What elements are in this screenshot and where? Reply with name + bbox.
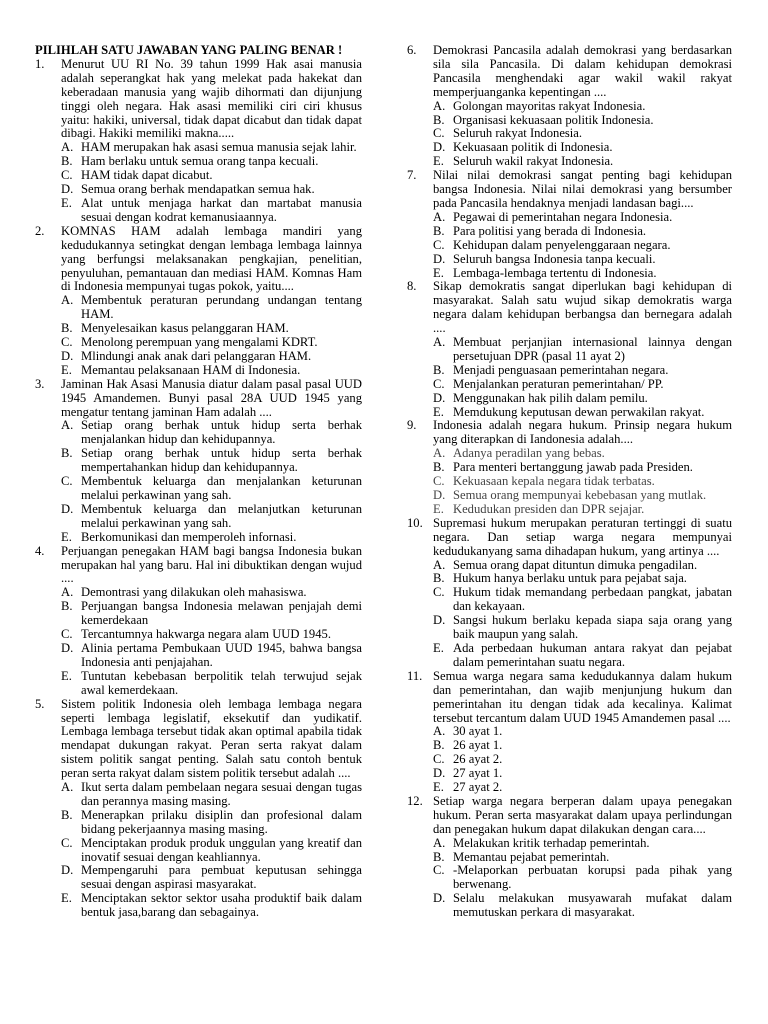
answer-options: [433, 725, 732, 795]
question-2: [35, 225, 362, 378]
option-text: Alinia pertama Pembukaan UUD 1945, bahwa bangsa Indonesia anti penjajahan.: [81, 640, 362, 669]
option-letter: A.: [433, 446, 446, 461]
question-text: Sistem politik Indonesia oleh lembaga lembaga negara seperti lembaga legislatif, eksekutif dan yudikatif. Lembaga lembaga tersebut tidak akan optimal apabila tidak mendapat dukungan rakyat. Peran serta rakyat dalam sistem politik sangat penting. Salah satu contoh bentuk peran serta rakyat dalam sistem politik tersebut adalah ....: [61, 696, 362, 781]
answer-option-a[interactable]: [61, 586, 362, 600]
question-text: Setiap warga negara berperan dalam upaya penegakan hukum. Peran serta masyarakat dalam upaya perlindungan dan penegakan hukum dapat dilakukan dengan cara....: [433, 793, 732, 836]
option-letter: D.: [61, 640, 74, 655]
option-text: Semua orang mempunyai kebebasan yang mutlak.: [453, 488, 707, 502]
option-text: Ham berlaku untuk semua orang tanpa kecuali.: [81, 154, 319, 169]
answer-option-d[interactable]: [61, 350, 362, 364]
answer-option-c[interactable]: [433, 864, 732, 892]
option-text: Seluruh rakyat Indonesia.: [453, 126, 583, 141]
option-text: Sangsi hukum berlaku kepada siapa saja orang yang baik maupun yang salah.: [453, 613, 732, 642]
option-text: Ikut serta dalam pembelaan negara sesuai dengan tugas dan perannya masing masing.: [81, 780, 362, 808]
option-text: Berkomunikasi dan memperoleh infornasi.: [81, 529, 297, 544]
answer-option-a[interactable]: [433, 336, 732, 364]
answer-option-d[interactable]: [433, 253, 732, 267]
question-text: Demokrasi Pancasila adalah demokrasi yang berdasarkan sila sila Pancasila. Di dalam kehidupan demokrasi Pancasila menghendaki agar wakil wakil rakyat memperjuanganka kepentingan ....: [433, 43, 732, 99]
answer-option-a[interactable]: [61, 141, 362, 155]
option-letter: C.: [61, 835, 73, 850]
answer-option-b[interactable]: [61, 447, 362, 475]
answer-option-b[interactable]: [433, 225, 732, 239]
option-letter: C.: [433, 237, 445, 252]
option-letter: C.: [61, 627, 73, 642]
option-letter: B.: [433, 738, 445, 753]
answer-option-d[interactable]: [61, 183, 362, 197]
option-text: Kedudukan presiden dan DPR sejajar.: [453, 501, 645, 516]
question-text: Indonesia adalah negara hukum. Prinsip negara hukum yang diterapkan di Iandonesia adalah....: [433, 418, 732, 447]
answer-option-d[interactable]: [433, 767, 732, 781]
answer-option-c[interactable]: [433, 127, 732, 141]
question-number: 2.: [35, 223, 45, 238]
answer-option-c[interactable]: [61, 336, 362, 350]
question-1: [35, 58, 362, 225]
option-letter: E.: [61, 668, 72, 683]
option-text: 26 ayat 2.: [453, 752, 503, 767]
option-text: Kekuasaan kepala negara tidak terbatas.: [453, 474, 655, 489]
option-text: Setiap orang berhak untuk hidup serta berhak mempertahankan hidup dan kehidupannya.: [81, 446, 362, 475]
option-text: Setiap orang berhak untuk hidup serta berhak menjalankan hidup dan kehidupannya.: [81, 418, 362, 447]
option-letter: D.: [433, 488, 446, 502]
question-5: [35, 698, 362, 921]
option-letter: C.: [61, 474, 73, 489]
option-text: Alat untuk menjaga harkat dan martabat manusia sesuai dengan kodrat kemanusiaannya.: [81, 195, 362, 224]
option-letter: D.: [433, 766, 446, 781]
option-letter: E.: [61, 891, 72, 906]
answer-option-a[interactable]: [433, 447, 732, 461]
option-text: Organisasi kekuasaan politik Indonesia.: [453, 112, 654, 127]
option-text: Memantau pelaksanaan HAM di Indonesia.: [81, 362, 301, 377]
answer-option-a[interactable]: [433, 211, 732, 225]
option-text: Menggunakan hak pilih dalam pemilu.: [453, 390, 648, 405]
question-text: Menurut UU RI No. 39 tahun 1999 Hak asai manusia adalah seperangkat hak yang melekat pada hakekat dan keberadaan manusia yang wajib dihormati dan dijunjung tinggi oleh negara. Hak asasi memiliki ciri ciri khusus yaitu: hakiki, universal, tidak dapat dicabut dan tidak dapat dibagi. Hakiki memiliki makna.....: [61, 56, 362, 141]
option-text: Hukum hanya berlaku untuk para pejabat saja.: [453, 571, 687, 586]
answer-option-b[interactable]: [433, 364, 732, 378]
option-text: Mlindungi anak anak dari pelanggaran HAM.: [81, 348, 312, 363]
option-letter: C.: [433, 126, 445, 141]
left-column: [35, 44, 362, 920]
answer-option-c[interactable]: [433, 586, 732, 614]
answer-option-b[interactable]: [433, 114, 732, 128]
answer-options: [61, 141, 362, 224]
question-3: [35, 378, 362, 545]
option-text: Melakukan kritik terhadap pemerintah.: [453, 835, 650, 850]
option-text: Menciptakan produk produk unggulan yang kreatif dan inovatif sesuai dengan keahliannya.: [81, 835, 362, 864]
option-text: Membentuk keluarga dan menjalankan keturunan melalui perkawinan yang sah.: [81, 474, 362, 502]
answer-option-b[interactable]: [61, 600, 362, 628]
answer-option-d[interactable]: [433, 614, 732, 642]
answer-options: [433, 100, 732, 170]
option-letter: C.: [433, 474, 445, 489]
option-text: Menyelesaikan kasus pelanggaran HAM.: [81, 321, 289, 336]
option-letter: B.: [61, 807, 73, 822]
instruction-title: PILIHLAH SATU JAWABAN YANG PALING BENAR !: [35, 43, 343, 57]
option-text: Para politisi yang berada di Indonesia.: [453, 223, 647, 238]
option-letter: B.: [433, 460, 445, 475]
question-10: [405, 517, 732, 670]
option-text: Tercantumnya hakwarga negara alam UUD 1945.: [81, 627, 331, 642]
option-text: Mempengaruhi para pembuat keputusan sehingga sesuai dengan aspirasi masyarakat.: [81, 863, 362, 892]
option-text: -Melaporkan perbuatan korupsi pada pihak yang berwenang.: [453, 863, 732, 892]
option-text: Menolong perempuan yang mengalami KDRT.: [81, 335, 318, 350]
question-number: 12.: [407, 793, 423, 808]
option-text: Menjadi penguasaan pemerintahan negara.: [453, 362, 669, 377]
option-letter: A.: [433, 98, 446, 113]
answer-option-d[interactable]: [433, 141, 732, 155]
option-text: HAM merupakan hak asasi semua manusia sejak lahir.: [81, 140, 357, 155]
answer-option-a[interactable]: [433, 725, 732, 739]
answer-option-e[interactable]: [433, 267, 732, 281]
option-text: Menciptakan sektor sektor usaha produktif baik dalam bentuk jasa,barang dan sebagainya.: [81, 891, 362, 920]
question-number: 6.: [407, 43, 417, 57]
option-text: Memdukung keputusan dewan perwakilan rakyat.: [453, 404, 705, 419]
option-text: 26 ayat 1.: [453, 738, 503, 753]
option-text: Menerapkan prilaku disiplin dan profesional dalam bidang pekerjaannya masing masing.: [81, 807, 362, 836]
option-letter: C.: [433, 585, 445, 600]
answer-options: [433, 336, 732, 419]
answer-option-a[interactable]: [61, 419, 362, 447]
answer-option-c[interactable]: [61, 169, 362, 183]
option-text: Membuat perjanjian internasional lainnya dengan persetujuan DPR (pasal 11 ayat 2): [453, 335, 732, 363]
option-letter: C.: [61, 335, 73, 350]
right-question-list: [405, 44, 732, 920]
option-text: Selalu melakukan musyawarah mufakat dalam memutuskan perkara di masyarakat.: [453, 891, 732, 920]
question-number: 1.: [35, 56, 45, 71]
answer-option-e[interactable]: [61, 197, 362, 225]
option-text: Adanya peradilan yang bebas.: [453, 446, 605, 461]
option-letter: E.: [61, 362, 72, 377]
answer-option-b[interactable]: [433, 851, 732, 865]
option-text: Semua orang dapat dituntun dimuka pengadilan.: [453, 557, 698, 572]
option-letter: A.: [61, 293, 74, 308]
answer-options: [61, 294, 362, 377]
option-letter: B.: [433, 112, 445, 127]
question-4: [35, 545, 362, 698]
answer-option-a[interactable]: [433, 559, 732, 573]
answer-option-d[interactable]: [433, 392, 732, 406]
option-text: 27 ayat 1.: [453, 766, 503, 781]
answer-option-e[interactable]: [61, 892, 362, 920]
option-text: 30 ayat 1.: [453, 724, 503, 739]
answer-option-b[interactable]: [61, 322, 362, 336]
question-8: [405, 280, 732, 419]
option-text: Kekuasaan politik di Indonesia.: [453, 140, 613, 155]
option-letter: B.: [61, 154, 73, 169]
option-text: 27 ayat 2.: [453, 780, 503, 795]
answer-option-e[interactable]: [433, 781, 732, 795]
option-letter: D.: [433, 891, 446, 906]
option-text: Ada perbedaan hukuman antara rakyat dan pejabat dalam pemerintahan suatu negara.: [453, 640, 732, 669]
option-letter: D.: [433, 251, 446, 266]
answer-option-e[interactable]: [433, 155, 732, 169]
option-letter: A.: [61, 585, 74, 600]
option-letter: D.: [61, 348, 74, 363]
option-text: Membentuk peraturan perundang undangan tentang HAM.: [81, 293, 362, 322]
answer-option-a[interactable]: [61, 781, 362, 809]
question-text: Sikap demokratis sangat diperlukan bagi kehidupan di masyarakat. Salah satu wujud sikap demokratis warga negara dalam kehidupan berbangsa dan bernegara adalah ....: [433, 279, 732, 336]
question-number: 10.: [407, 515, 423, 530]
option-text: Hukum tidak memandang perbedaan pangkat, jabatan dan kekayaan.: [453, 585, 732, 614]
option-text: Memantau pejabat pemerintah.: [453, 849, 610, 864]
option-text: Tuntutan kebebasan berpolitik telah terwujud sejak awal kemerdekaan.: [81, 668, 362, 697]
option-letter: A.: [433, 724, 446, 739]
answer-option-b[interactable]: [433, 739, 732, 753]
option-letter: D.: [433, 140, 446, 155]
option-text: Kehidupan dalam penyelenggaraan negara.: [453, 237, 671, 252]
option-text: Lembaga-lembaga tertentu di Indonesia.: [453, 265, 657, 280]
option-text: Seluruh wakil rakyat Indonesia.: [453, 154, 614, 169]
question-6: [405, 44, 732, 169]
option-letter: B.: [433, 571, 445, 586]
option-letter: A.: [61, 140, 74, 155]
answer-option-e[interactable]: [433, 642, 732, 670]
answer-option-d[interactable]: [61, 642, 362, 670]
option-letter: D.: [61, 501, 74, 516]
option-letter: B.: [61, 321, 73, 336]
option-text: Membentuk keluarga dan melanjutkan keturunan melalui perkawinan yang sah.: [81, 501, 362, 530]
question-9: [405, 419, 732, 516]
option-text: HAM tidak dapat dicabut.: [81, 168, 213, 183]
option-text: Pegawai di pemerintahan negara Indonesia.: [453, 209, 673, 224]
answer-option-b[interactable]: [433, 572, 732, 586]
option-letter: B.: [433, 362, 445, 377]
option-letter: A.: [433, 209, 446, 224]
question-text: Semua warga negara sama kedudukannya dalam hukum dan pemerintahan, dan wajib menjunjung hukum dan pemerintahan itu dengan tidak ada kecalinya. Kalimat tersebut tercantum dalam UUD 1945 Amandemen pasal ....: [433, 668, 732, 725]
answer-option-d[interactable]: [61, 503, 362, 531]
option-text: Seluruh bangsa Indonesia tanpa kecuali.: [453, 251, 656, 266]
option-letter: D.: [61, 863, 74, 878]
answer-option-a[interactable]: [433, 837, 732, 851]
answer-option-c[interactable]: [61, 628, 362, 642]
question-number: 7.: [407, 168, 417, 183]
right-column: [405, 44, 732, 920]
answer-option-c[interactable]: [61, 475, 362, 503]
answer-option-e[interactable]: [61, 670, 362, 698]
answer-option-d[interactable]: [433, 892, 732, 920]
option-text: Perjuangan bangsa Indonesia melawan penjajah demi kemerdekaan: [81, 599, 362, 628]
answer-option-c[interactable]: [433, 239, 732, 253]
answer-option-c[interactable]: [433, 475, 732, 489]
answer-options: [433, 447, 732, 517]
question-number: 9.: [407, 418, 417, 433]
option-letter: E.: [433, 640, 444, 655]
option-letter: A.: [61, 780, 74, 795]
answer-options: [61, 586, 362, 697]
option-letter: B.: [61, 446, 73, 461]
option-letter: C.: [61, 168, 73, 183]
answer-option-e[interactable]: [61, 531, 362, 545]
option-letter: C.: [433, 376, 445, 391]
option-text: Para menteri bertanggung jawab pada Presiden.: [453, 460, 693, 475]
left-question-list: [35, 58, 362, 920]
option-letter: E.: [433, 780, 444, 795]
answer-option-e[interactable]: [433, 503, 732, 517]
option-letter: E.: [433, 265, 444, 280]
answer-option-c[interactable]: [433, 753, 732, 767]
option-text: Semua orang berhak mendapatkan semua hak.: [81, 182, 315, 197]
option-letter: D.: [61, 182, 74, 197]
option-letter: D.: [433, 390, 446, 405]
option-letter: B.: [433, 223, 445, 238]
option-letter: A.: [61, 418, 74, 433]
answer-options: [433, 559, 732, 670]
answer-option-b[interactable]: [61, 155, 362, 169]
question-text: KOMNAS HAM adalah lembaga mandiri yang kedudukannya setingkat dengan lembaga lembaga lainnya yang berfungsi melaksanakan pengkajian, penelitian, penyuluhan, pemantauan dan mediasi HAM. Komnas Ham di Indonesia mempunyai tugas pokok, yaitu....: [61, 223, 362, 294]
answer-option-a[interactable]: [433, 100, 732, 114]
answer-options: [433, 837, 732, 920]
answer-option-c[interactable]: [61, 837, 362, 865]
option-text: Golongan mayoritas rakyat Indonesia.: [453, 98, 646, 113]
option-letter: A.: [433, 335, 446, 350]
question-number: 5.: [35, 696, 45, 711]
question-11: [405, 670, 732, 795]
option-letter: A.: [433, 557, 446, 572]
question-text: Supremasi hukum merupakan peraturan tertinggi di suatu negara. Dan setiap warga negara mempunyai kedudukanyang sama dihadapan hukum, yang artinya ....: [433, 515, 732, 558]
answer-option-b[interactable]: [433, 461, 732, 475]
option-letter: B.: [61, 599, 73, 614]
question-7: [405, 169, 732, 280]
question-12: [405, 795, 732, 920]
answer-option-c[interactable]: [433, 378, 732, 392]
answer-options: [61, 419, 362, 544]
option-letter: D.: [433, 613, 446, 628]
option-text: Menjalankan peraturan pemerintahan/ PP.: [453, 376, 664, 391]
option-letter: E.: [433, 404, 444, 419]
question-number: 4.: [35, 543, 45, 558]
option-letter: E.: [433, 501, 444, 516]
question-number: 8.: [407, 279, 417, 294]
option-letter: A.: [433, 835, 446, 850]
option-letter: E.: [61, 529, 72, 544]
answer-option-d[interactable]: [433, 489, 732, 503]
question-text: Nilai nilai demokrasi sangat penting bagi kehidupan bangsa Indonesia. Nilai nilai demokrasi yang bersumber pada Pancasila hendaknya menjadi landasan bagi....: [433, 168, 732, 210]
option-letter: C.: [433, 863, 445, 878]
question-number: 11.: [407, 668, 423, 683]
question-text: Jaminan Hak Asasi Manusia diatur dalam pasal pasal UUD 1945 Amandemen. Bunyi pasal 28A UUD 1945 yang mengatur tentang jaminan Ham adalah ....: [61, 376, 362, 419]
question-number: 3.: [35, 376, 45, 391]
option-text: Demontrasi yang dilakukan oleh mahasiswa.: [81, 585, 307, 600]
answer-options: [61, 781, 362, 920]
answer-option-a[interactable]: [61, 294, 362, 322]
answer-option-e[interactable]: [433, 406, 732, 420]
question-text: Perjuangan penegakan HAM bagi bangsa Indonesia bukan merupakan hal yang baru. Hal ini dibuktikan dengan wujud ....: [61, 543, 362, 586]
option-letter: E.: [433, 154, 444, 169]
answer-option-b[interactable]: [61, 809, 362, 837]
answer-option-e[interactable]: [61, 364, 362, 378]
answer-option-d[interactable]: [61, 864, 362, 892]
option-letter: E.: [61, 195, 72, 210]
option-letter: C.: [433, 752, 445, 767]
answer-options: [433, 211, 732, 281]
option-letter: B.: [433, 849, 445, 864]
